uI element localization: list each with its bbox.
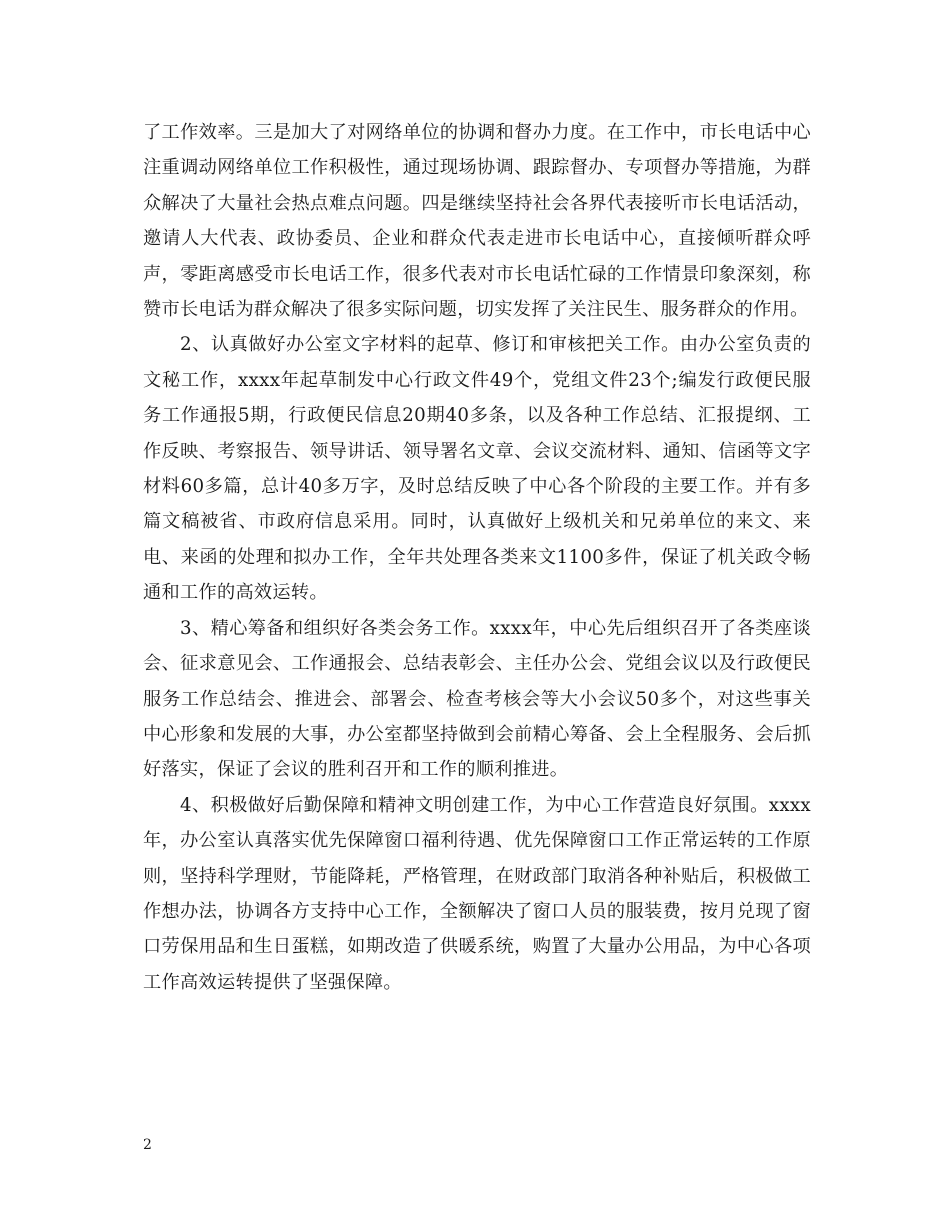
paragraph-item-3: 3、精心筹备和组织好各类会务工作。xxxx年，中心先后组织召开了各类座谈会、征求意见会、工作通报会、总结表彰会、主任办公会、党组会议以及行政便民服务工作总结会、推进会、部署会、检查考核会等大小会议50多个，对这些事关中心形象和发展的大事，办公室都坚持做到会前精心筹备、会上全程服务、会后抓好落实，保证了会议的胜利召开和工作的顺利推进。 [143,617,811,781]
document-body [143,115,811,1000]
paragraph-item-2: 2、认真做好办公室文字材料的起草、修订和审核把关工作。由办公室负责的文秘工作，xxxx年起草制发中心行政文件49个，党组文件23个;编发行政便民服务工作通报5期，行政便民信息20期40多条，以及各种工作总结、汇报提纲、工作反映、考察报告、领导讲话、领导署名文章、会议交流材料、通知、信函等文字材料60多篇，总计40多万字，及时总结反映了中心各个阶段的主要工作。并有多篇文稿被省、市政府信息采用。同时，认真做好上级机关和兄弟单位的来文、来电、来函的处理和拟办工作，全年共处理各类来文1100多件，保证了机关政令畅通和工作的高效运转。 [143,334,811,604]
paragraph-continuation: 了工作效率。三是加大了对网络单位的协调和督办力度。在工作中，市长电话中心注重调动网络单位工作积极性，通过现场协调、跟踪督办、专项督办等措施，为群众解决了大量社会热点难点问题。四是继续坚持社会各界代表接听市长电话活动，邀请人大代表、政协委员、企业和群众代表走进市长电话中心，直接倾听群众呼声，零距离感受市长电话工作，很多代表对市长电话忙碌的工作情景印象深刻，称赞市长电话为群众解决了很多实际问题，切实发挥了关注民生、服务群众的作用。 [143,122,811,321]
page-number: 2 [143,1137,152,1153]
paragraph-item-4: 4、积极做好后勤保障和精神文明创建工作，为中心工作营造良好氛围。xxxx年，办公室认真落实优先保障窗口福利待遇、优先保障窗口工作正常运转的工作原则，坚持科学理财，节能降耗，严格管理，在财政部门取消各种补贴后，积极做工作想办法，协调各方支持中心工作，全额解决了窗口人员的服装费，按月兑现了窗口劳保用品和生日蛋糕，如期改造了供暖系统，购置了大量办公用品，为中心各项工作高效运转提供了坚强保障。 [143,794,811,993]
